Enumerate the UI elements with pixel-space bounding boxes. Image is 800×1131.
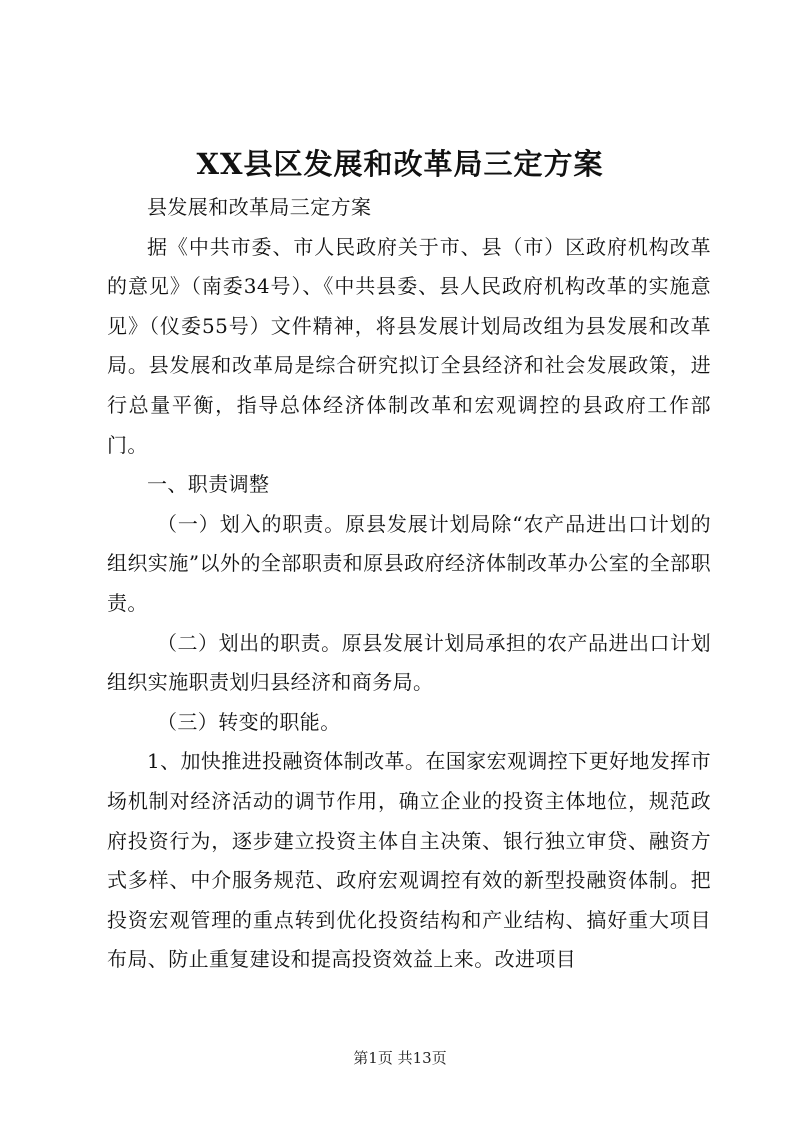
page-number-footer: 第1页 共13页: [353, 1049, 447, 1067]
transferred-in-duties-paragraph: （一）划入的职责。原县发展计划局除“农产品进出口计划的组织实施”以外的全部职责和原县政府经济体制改革办公室的全部职责。: [107, 511, 711, 615]
investment-reform-paragraph: 1、加快推进投融资体制改革。在国家宏观调控下更好地发挥市场机制对经济活动的调节作用，确立企业的投资主体地位，规范政府投资行为，逐步建立投资主体自主决策、银行独立审贷、融资方式多样、中介服务规范、政府宏观调控有效的新型投融资体制。把投资宏观管理的重点转到优化投资结构和产业结构、搞好重大项目布局、防止重复建设和提高投资效益上来。改进项目: [107, 749, 711, 972]
changed-functions-heading: （三）转变的职能。: [157, 709, 341, 734]
intro-paragraph: 据《中共市委、市人民政府关于市、县（市）区政府机构改革的意见》（南委34号）、《中共县委、县人民政府机构改革的实施意见》（仪委55号）文件精神，将县发展计划局改组为县发展和改革局。县发展和改革局是综合研究拟订全县经济和社会发展政策，进行总量平衡，指导总体经济体制改革和宏观调控的县政府工作部门。: [107, 234, 711, 457]
section-heading: 一、职责调整: [147, 472, 270, 497]
document-title: XX县区发展和改革局三定方案: [196, 147, 604, 181]
transferred-out-duties-paragraph: （二）划出的职责。原县发展计划局承担的农产品进出口计划组织实施职责划归县经济和商务局。: [107, 630, 711, 695]
document-body: [107, 188, 711, 980]
subtitle-paragraph: 县发展和改革局三定方案: [147, 195, 372, 219]
